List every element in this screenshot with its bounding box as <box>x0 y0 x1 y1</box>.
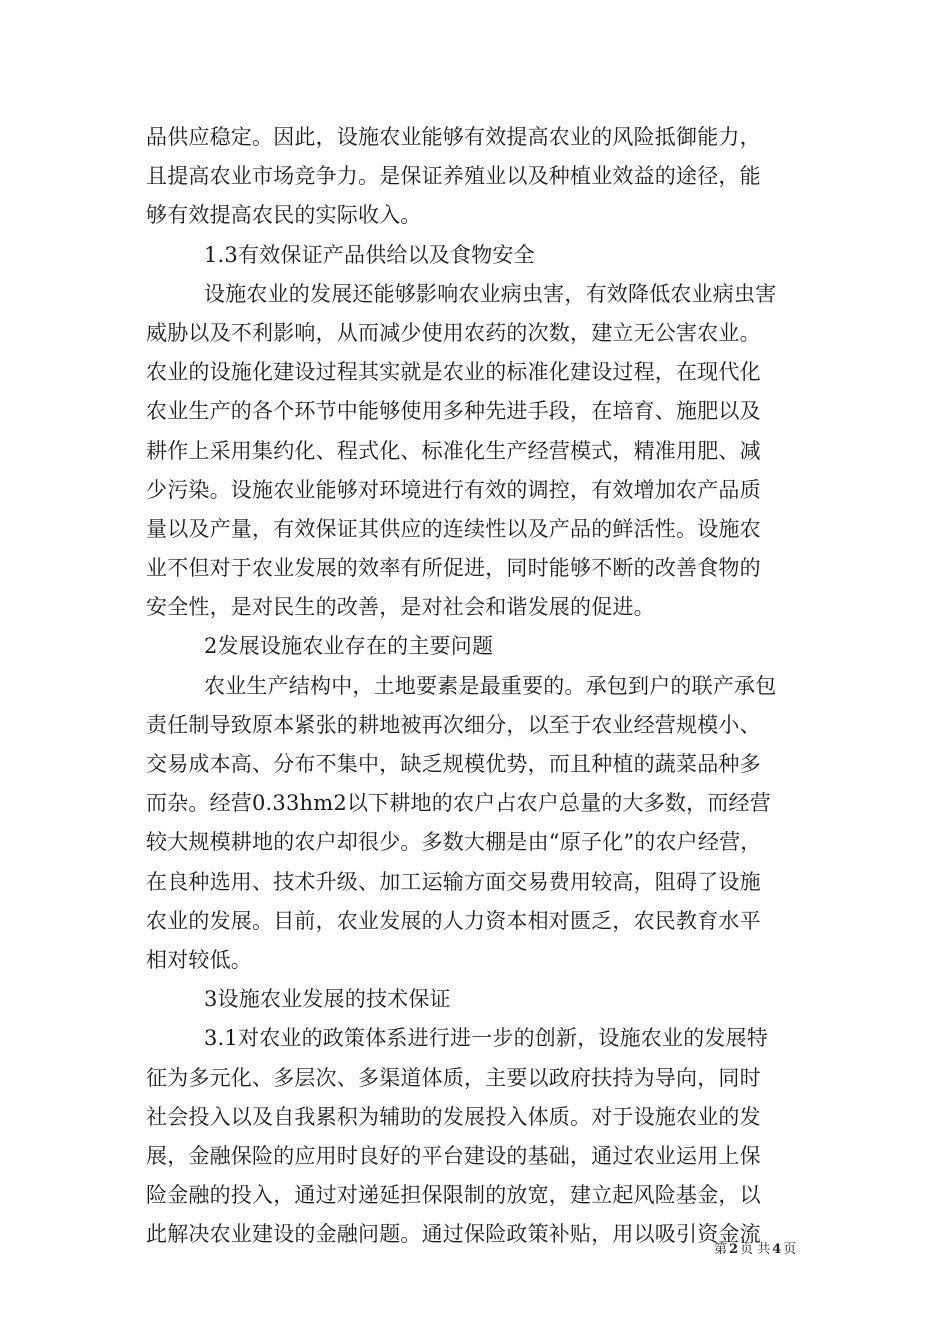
text-line: 威胁以及不利影响，从而减少使用农药的次数，建立无公害农业。 <box>146 320 761 345</box>
current-page-number: 2 <box>729 1242 739 1257</box>
section-heading-2: 2发展设施农业存在的主要问题 <box>204 634 494 659</box>
page-footer <box>714 1238 796 1257</box>
footer-prefix: 第 <box>714 1242 728 1257</box>
text-line: 耕作上采用集约化、程式化、标准化生产经营模式，精准用肥、减 <box>146 438 761 463</box>
text-line: 品供应稳定。因此，设施农业能够有效提高农业的风险抵御能力， <box>146 125 761 149</box>
paragraph-start: 3.1对农业的政策体系进行进一步的创新，设施农业的发展特 <box>204 1026 768 1051</box>
section-heading-3: 3设施农业发展的技术保证 <box>204 987 451 1012</box>
text-line: 农业生产的各个环节中能够使用多种先进手段，在培育、施肥以及 <box>146 399 761 424</box>
text-line: 社会投入以及自我累积为辅助的发展投入体质。对于设施农业的发 <box>146 1104 761 1129</box>
text-line: 且提高农业市场竞争力。是保证养殖业以及种植业效益的途径，能 <box>146 164 761 189</box>
total-pages-number: 4 <box>772 1242 782 1257</box>
text-line: 农业的设施化建设过程其实就是农业的标准化建设过程，在现代化 <box>146 360 761 385</box>
text-line: 交易成本高、分布不集中，缺乏规模优势，而且种植的蔬菜品种多 <box>146 752 761 776</box>
text-line: 够有效提高农民的实际收入。 <box>146 203 422 228</box>
text-line: 量以及产量，有效保证其供应的连续性以及产品的鲜活性。设施农 <box>146 516 761 541</box>
text-line: 而杂。经营0.33hm2以下耕地的农户占农户总量的大多数，而经营 <box>146 791 771 816</box>
footer-middle: 页 共 <box>740 1242 771 1257</box>
text-line: 安全性，是对民生的改善，是对社会和谐发展的促进。 <box>146 595 655 620</box>
text-line: 少污染。设施农业能够对环境进行有效的调控，有效增加农产品质 <box>146 477 761 502</box>
text-line: 险金融的投入，通过对递延担保限制的放宽，建立起风险基金，以 <box>146 1183 761 1208</box>
text-line: 责任制导致原本紧张的耕地被再次细分，以至于农业经营规模小、 <box>146 712 761 737</box>
section-heading-1-3: 1.3有效保证产品供给以及食物安全 <box>204 242 535 267</box>
paragraph-start: 设施农业的发展还能够影响农业病虫害，有效降低农业病虫害 <box>204 281 777 306</box>
text-line: 征为多元化、多层次、多渠道体质，主要以政府扶持为导向，同时 <box>146 1065 761 1090</box>
text-line: 在良种选用、技术升级、加工运输方面交易费用较高，阻碍了设施 <box>146 869 761 894</box>
text-line: 农业的发展。目前，农业发展的人力资本相对匮乏，农民教育水平 <box>146 908 761 933</box>
text-line: 此解决农业建设的金融问题。通过保险政策补贴，用以吸引资金流 <box>146 1222 761 1247</box>
text-line: 业不但对于农业发展的效率有所促进，同时能够不断的改善食物的 <box>146 556 761 581</box>
paragraph-start: 农业生产结构中，土地要素是最重要的。承包到户的联产承包 <box>204 673 777 698</box>
text-line: 较大规模耕地的农户却很少。多数大棚是由“原子化”的农户经营， <box>146 830 762 855</box>
text-line: 展，金融保险的应用时良好的平台建设的基础，通过农业运用上保 <box>146 1143 761 1168</box>
footer-suffix: 页 <box>783 1242 797 1257</box>
text-line: 相对较低。 <box>146 947 252 972</box>
body-text <box>146 118 822 1254</box>
